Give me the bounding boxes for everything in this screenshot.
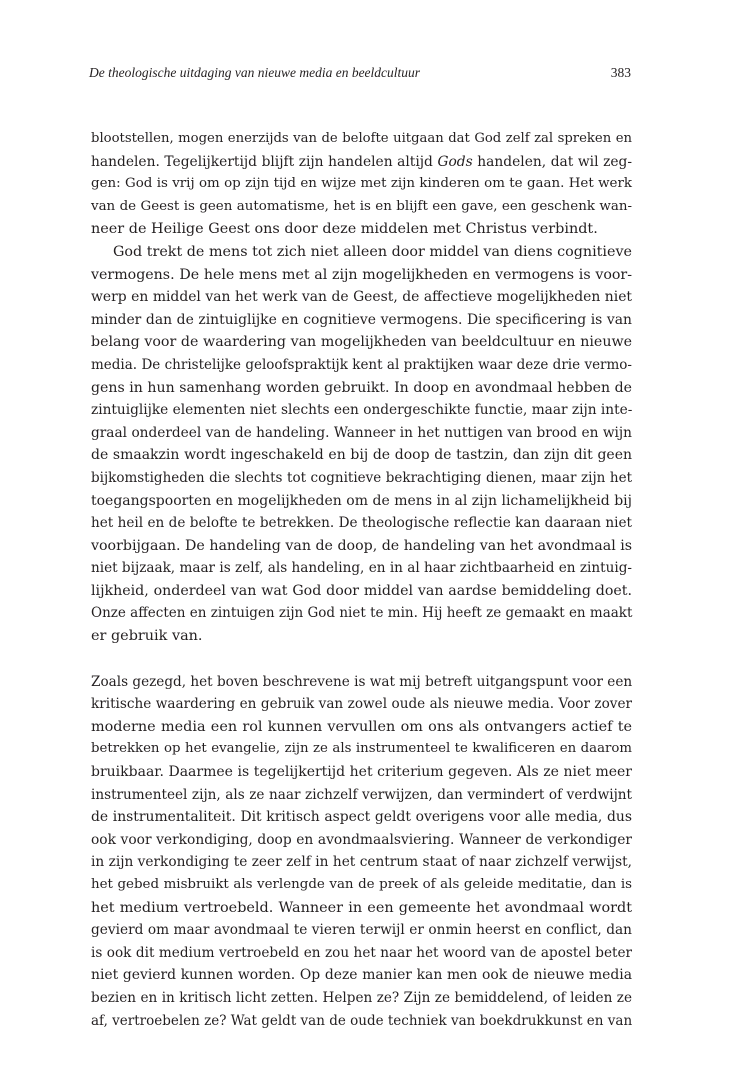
text-line: neer de Heilige Geest ons door deze middelen met Christus verbindt. — [91, 221, 598, 238]
text-line: kritische waardering en gebruik van zowel oude als nieuwe media. Voor zover — [91, 696, 632, 713]
text-line: belang voor de waardering van mogelijkheden van beeldcultuur en nieuwe — [91, 334, 632, 351]
text-line: de instrumentaliteit. Dit kritisch aspect geldt overigens voor alle media, dus — [91, 809, 632, 826]
text-line: instrumenteel zijn, als ze naar zichzelf verwijzen, dan vermindert of verdwijnt — [91, 786, 632, 803]
text-line: de smaakzin wordt ingeschakeld en bij de doop de tastzin, dan zijn dit geen — [91, 447, 632, 464]
text-line: werp en middel van het werk van de Geest, de affectieve mogelijkheden niet — [91, 289, 632, 306]
text-segment: handelen. Tegelijkertijd blijft zijn handelen altijd — [91, 153, 433, 170]
text-line: ook voor verkondiging, doop en avondmaalsviering. Wanneer de verkondiger — [91, 831, 632, 848]
running-title: De theologische uitdaging van nieuwe media en beeldcultuur — [89, 65, 421, 80]
emphasis-text: Gods — [437, 153, 473, 170]
text-line: is ook dit medium vertroebeld en zou het naar het woord van de apostel beter — [91, 944, 632, 961]
text-line: voorbijgaan. De handeling van de doop, de handeling van het avondmaal is — [91, 537, 633, 554]
paragraph-2 — [91, 241, 632, 648]
text-line: er gebruik van. — [91, 628, 203, 645]
text-line: af, vertroebelen ze? Wat geldt van de oude techniek van boekdrukkunst en van — [91, 1012, 633, 1029]
paragraph-3 — [91, 671, 632, 1033]
text-line: graal onderdeel van de handeling. Wanneer in het nuttigen van brood en wijn — [91, 424, 632, 441]
text-line: gevierd om maar avondmaal te vieren terwijl er onmin heerst en conflict, dan — [91, 922, 632, 939]
text-line: media. De christelijke geloofspraktijk kent al praktijken waar deze drie vermo- — [91, 356, 632, 373]
text-line: bezien en in kritisch licht zetten. Helpen ze? Zijn ze bemiddelend, of leiden ze — [91, 989, 632, 1006]
running-header — [89, 64, 631, 82]
text-line: zintuiglijke elementen niet slechts een ondergeschikte functie, maar zijn inte- — [91, 402, 633, 419]
text-line: niet bijzaak, maar is zelf, als handeling, en in al haar zichtbaarheid en zintuig- — [91, 560, 632, 577]
text-line: bruikbaar. Daarmee is tegelijkertijd het criterium gegeven. Als ze niet meer — [91, 764, 632, 781]
text-line: bijkomstigheden die slechts tot cognitieve bekrachtiging dienen, maar zijn het — [91, 469, 632, 486]
text-line: God trekt de mens tot zich niet alleen door middel van diens cognitieve — [113, 243, 632, 260]
text-line: vermogens. De hele mens met al zijn mogelijkheden en vermogens is voor- — [91, 266, 632, 283]
text-line: niet gevierd kunnen worden. Op deze manier kan men ook de nieuwe media — [91, 967, 632, 984]
text-line: Zoals gezegd, het boven beschrevene is wat mij betreft uitgangspunt voor een — [91, 673, 633, 690]
text-line: blootstellen, mogen enerzijds van de belofte uitgaan dat God zelf zal spreken en — [91, 131, 632, 146]
body-text — [91, 128, 632, 1032]
paragraph-1 — [91, 128, 632, 241]
text-line: betrekken op het evangelie, zijn ze als instrumenteel te kwalificeren en daarom — [91, 741, 632, 757]
text-line: het heil en de belofte te betrekken. De theologische reflectie kan daaraan niet — [91, 515, 632, 532]
text-segment: handelen, dat wil zeg- — [477, 153, 632, 170]
text-line — [91, 151, 632, 174]
text-line: toegangspoorten en mogelijkheden om de mens in al zijn lichamelijkheid bij — [91, 492, 632, 509]
text-line: gens in hun samenhang worden gebruikt. In doop en avondmaal hebben de — [91, 379, 632, 396]
page-number: 383 — [610, 65, 631, 80]
text-line: lijkheid, onderdeel van wat God door middel van aardse bemiddeling doet. — [91, 582, 632, 599]
section-break — [91, 648, 632, 671]
text-line: gen: God is vrij om op zijn tijd en wijze met zijn kinderen om te gaan. Het werk — [91, 176, 632, 192]
text-line: het gebed misbruikt als verlengde van de preek of als geleide meditatie, dan is — [91, 877, 632, 892]
text-line: van de Geest is geen automatisme, het is en blijft een gave, een geschenk wan- — [91, 198, 632, 214]
text-line: het medium vertroebeld. Wanneer in een gemeente het avondmaal wordt — [91, 899, 632, 916]
text-line: in zijn verkondiging te zeer zelf in het centrum staat of naar zichzelf verwijst, — [91, 854, 632, 871]
text-line: Onze affecten en zintuigen zijn God niet te min. Hij heeft ze gemaakt en maakt — [91, 605, 633, 622]
text-line: minder dan de zintuiglijke en cognitieve vermogens. Die specificering is van — [91, 311, 632, 328]
text-line: moderne media een rol kunnen vervullen om ons als ontvangers actief te — [91, 718, 632, 735]
